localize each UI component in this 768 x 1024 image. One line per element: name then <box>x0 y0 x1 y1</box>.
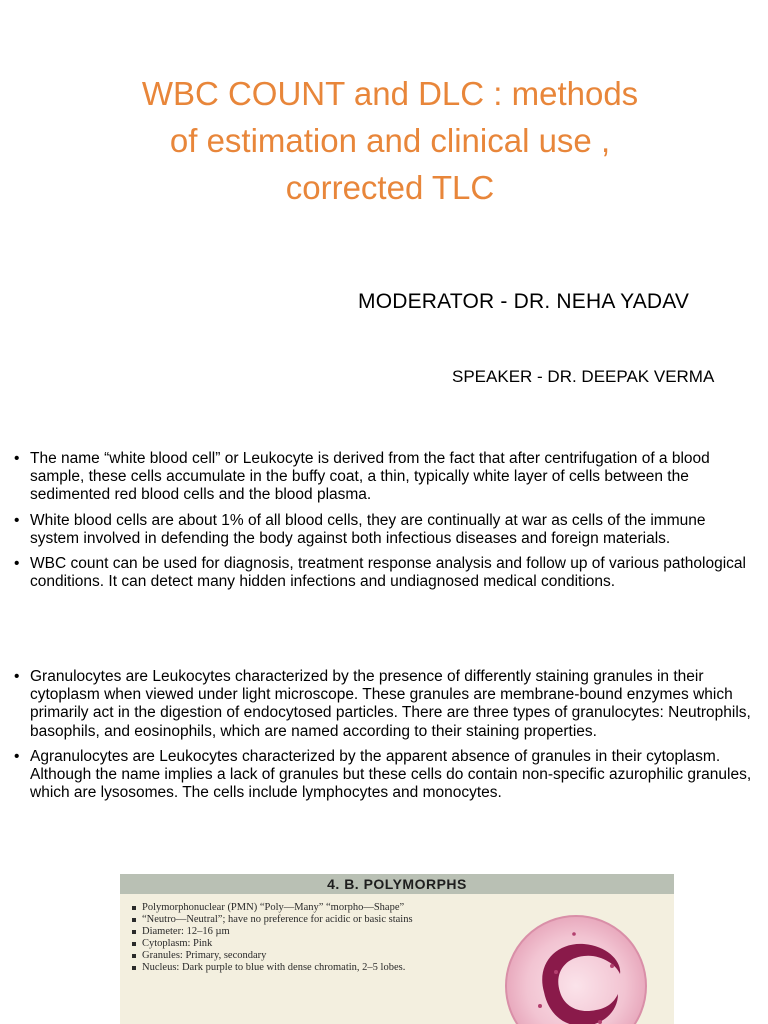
neutrophil-micrograph <box>504 914 648 1024</box>
figure-item-text: Polymorphonuclear (PMN) “Poly—Many” “morpho—Shape” <box>142 902 405 913</box>
figure-header: 4. B. POLYMORPHS <box>120 874 674 894</box>
list-item <box>14 512 758 548</box>
list-item <box>132 950 472 962</box>
bullet-glyph: • <box>14 450 20 467</box>
figure-item-text: “Neutro—Neutral”; have no preference for acidic or basic stains <box>142 914 413 925</box>
list-item <box>132 938 472 950</box>
slide-title <box>60 70 720 211</box>
polymorphs-figure <box>120 874 674 1024</box>
bullet-text: The name “white blood cell” or Leukocyte is derived from the fact that after centrifugation of a blood sample, these cells accumulate in the buffy coat, a thin, typically white layer of cells between the sedimented red blood cells and the blood plasma. <box>30 450 710 504</box>
square-bullet-icon <box>132 966 136 970</box>
figure-bullet-list <box>132 902 472 974</box>
moderator-line: MODERATOR - DR. NEHA YADAV <box>358 290 690 313</box>
speaker-line: SPEAKER - DR. DEEPAK VERMA <box>452 367 715 386</box>
list-item <box>14 668 758 741</box>
bullet-text: Granulocytes are Leukocytes characterized by the presence of differently staining granules in their cytoplasm when viewed under light microscope. These granules are membrane-bound enzymes which primarily act in the digestion of endocytosed particles. There are three types of granulocytes: Neutrophils, basophils, and eosinophils, which are named according to their staining properties. <box>30 668 751 740</box>
bullet-text: White blood cells are about 1% of all blood cells, they are continually at war as cells of the immune system involved in defending the body against both infectious diseases and foreign materials. <box>30 511 706 547</box>
list-item <box>14 450 758 505</box>
figure-item-text: Cytoplasm: Pink <box>142 938 213 949</box>
bullet-glyph: • <box>14 747 20 765</box>
intro-bullet-list <box>14 450 758 598</box>
list-item <box>14 555 758 591</box>
list-item <box>14 748 758 803</box>
figure-item-text: Diameter: 12–16 µm <box>142 926 230 937</box>
square-bullet-icon <box>132 906 136 910</box>
figure-item-text: Nucleus: Dark purple to blue with dense chromatin, 2–5 lobes. <box>142 962 406 973</box>
bullet-glyph: • <box>14 668 20 685</box>
list-item <box>132 926 472 938</box>
bullet-glyph: • <box>14 511 20 529</box>
square-bullet-icon <box>132 954 136 958</box>
cell-types-bullet-list <box>14 668 758 809</box>
list-item <box>132 962 472 974</box>
square-bullet-icon <box>132 930 136 934</box>
bullet-text: Agranulocytes are Leukocytes characterized by the apparent absence of granules in their cytoplasm. Although the name implies a lack of granules but these cells do contain non-specific azurophilic granules, which are lysosomes. The cells include lymphocytes and monocytes. <box>30 747 752 802</box>
bullet-glyph: • <box>14 555 20 573</box>
bullet-text: WBC count can be used for diagnosis, treatment response analysis and follow up of various pathological conditions. It can detect many hidden infections and undiagnosed medical conditions. <box>30 555 746 591</box>
square-bullet-icon <box>132 942 136 946</box>
list-item <box>132 902 472 914</box>
title-line-1: WBC COUNT and DLC : methods <box>141 75 639 112</box>
title-line-3: corrected TLC <box>285 169 495 206</box>
list-item <box>132 914 472 926</box>
title-line-2: of estimation and clinical use , <box>169 122 611 159</box>
square-bullet-icon <box>132 918 136 922</box>
figure-item-text: Granules: Primary, secondary <box>142 950 267 961</box>
